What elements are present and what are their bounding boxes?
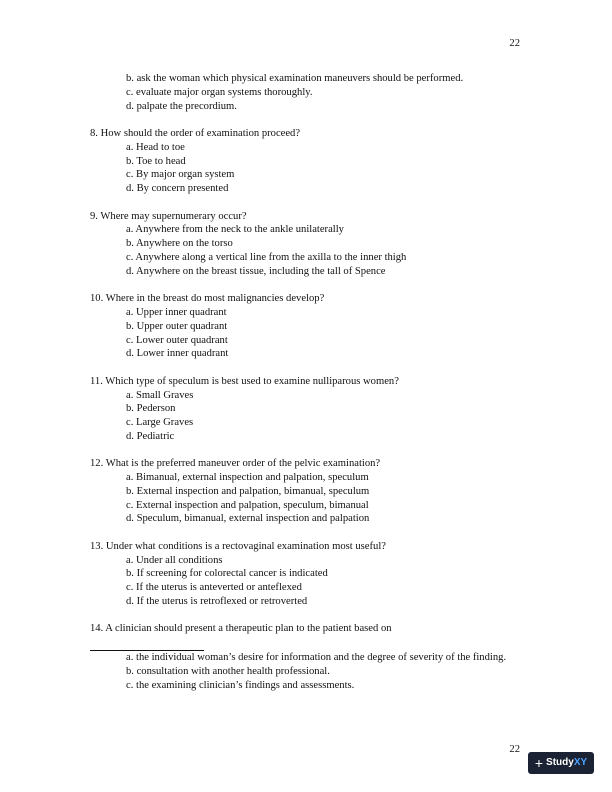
document-body	[90, 72, 530, 706]
option-9d: d. Anywhere on the breast tissue, including the tall of Spence	[126, 265, 386, 277]
option-7c: c. evaluate major organ systems thoroughly.	[126, 86, 313, 98]
question-13	[90, 540, 530, 609]
option-8d: d. By concern presented	[126, 183, 229, 195]
option-9b: b. Anywhere on the torso	[126, 238, 233, 250]
option-11c: c. Large Graves	[126, 417, 194, 429]
option-10c: c. Lower outer quadrant	[126, 334, 228, 346]
option-12b: b. External inspection and palpation, bimanual, speculum	[126, 485, 370, 497]
option-12c: c. External inspection and palpation, speculum, bimanual	[126, 499, 369, 511]
option-12a: a. Bimanual, external inspection and palpation, speculum	[126, 472, 369, 484]
option-13a: a. Under all conditions	[126, 554, 223, 566]
option-10b: b. Upper outer quadrant	[126, 320, 228, 332]
question-8	[90, 127, 530, 196]
question-9-text: 9. Where may supernumerary occur?	[90, 210, 247, 222]
option-13d: d. If the uterus is retroflexed or retroverted	[126, 596, 308, 608]
question-11-text: 11. Which type of speculum is best used to examine nulliparous women?	[90, 375, 399, 387]
option-8a: a. Head to toe	[126, 141, 185, 153]
option-10a: a. Upper inner quadrant	[126, 306, 227, 318]
question-14-text: 14. A clinician should present a therapeutic plan to the patient based on	[90, 623, 392, 635]
question-10-text: 10. Where in the breast do most malignancies develop?	[90, 293, 325, 305]
brand-accent: XY	[573, 757, 588, 768]
page-number-bottom: 22	[509, 744, 520, 755]
option-8c: c. By major organ system	[126, 169, 235, 181]
plus-icon: +	[534, 755, 544, 771]
brand-text	[546, 752, 587, 774]
answer-blank	[90, 636, 204, 651]
option-11d: d. Pediatric	[126, 430, 175, 442]
question-11	[90, 375, 530, 444]
option-13c: c. If the uterus is anteverted or anteflexed	[126, 582, 302, 594]
option-12d: d. Speculum, bimanual, external inspection and palpation	[126, 513, 370, 525]
brand-main: Study	[546, 757, 574, 768]
option-14a: a. the individual woman’s desire for information and the degree of severity of the finding.	[126, 652, 507, 664]
question-13-text: 13. Under what conditions is a rectovaginal examination most useful?	[90, 540, 386, 552]
option-7b: b. ask the woman which physical examination maneuvers should be performed.	[126, 73, 464, 84]
page-number-top: 22	[509, 38, 520, 49]
option-13b: b. If screening for colorectal cancer is indicated	[126, 568, 328, 580]
option-11b: b. Pederson	[126, 403, 176, 415]
option-10d: d. Lower inner quadrant	[126, 348, 229, 360]
option-8b: b. Toe to head	[126, 155, 186, 167]
option-9a: a. Anywhere from the neck to the ankle unilaterally	[126, 224, 344, 236]
question-7-continued	[90, 72, 530, 113]
question-8-text: 8. How should the order of examination proceed?	[90, 127, 301, 139]
question-9	[90, 210, 530, 279]
question-12	[90, 457, 530, 526]
option-7d: d. palpate the precordium.	[126, 100, 237, 112]
question-10	[90, 292, 530, 361]
question-14	[90, 622, 530, 692]
option-14b: b. consultation with another health professional.	[126, 665, 330, 677]
option-9c: c. Anywhere along a vertical line from the axilla to the inner thigh	[126, 251, 407, 263]
option-14c: c. the examining clinician’s findings and assessments.	[126, 679, 355, 691]
option-11a: a. Small Graves	[126, 389, 194, 401]
studyxy-badge[interactable]	[528, 752, 594, 774]
question-12-text: 12. What is the preferred maneuver order of the pelvic examination?	[90, 458, 381, 470]
